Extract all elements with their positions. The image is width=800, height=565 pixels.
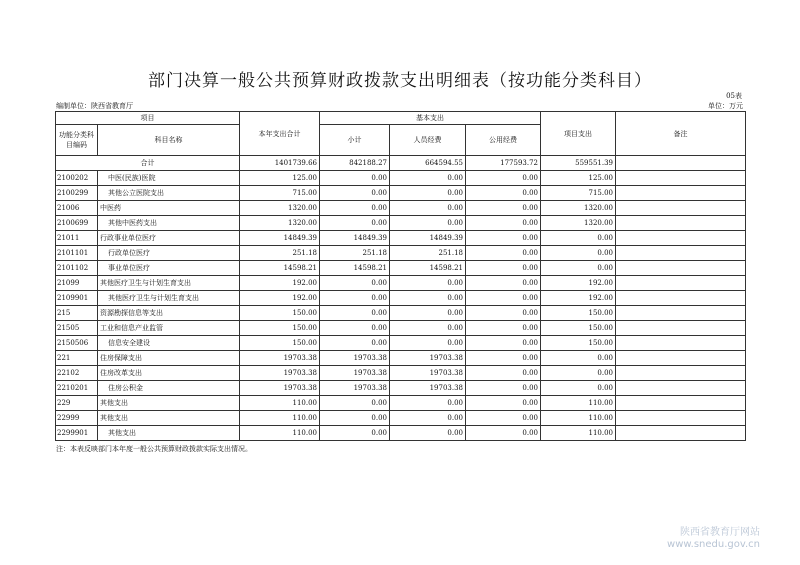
table-row bbox=[56, 201, 746, 216]
total-remark bbox=[616, 156, 746, 171]
row-code: 21011 bbox=[56, 231, 98, 246]
row-total: 150.00 bbox=[240, 321, 320, 336]
row-code: 2299901 bbox=[56, 426, 98, 441]
row-subtotal: 0.00 bbox=[320, 276, 390, 291]
row-code: 2101101 bbox=[56, 246, 98, 261]
row-total: 110.00 bbox=[240, 411, 320, 426]
row-remark bbox=[616, 396, 746, 411]
row-subtotal: 0.00 bbox=[320, 336, 390, 351]
row-project-exp: 0.00 bbox=[541, 246, 616, 261]
total-label: 合计 bbox=[56, 156, 240, 171]
row-total: 192.00 bbox=[240, 276, 320, 291]
row-name: 信息安全建设 bbox=[98, 336, 240, 351]
row-remark bbox=[616, 411, 746, 426]
table-row bbox=[56, 216, 746, 231]
row-remark bbox=[616, 306, 746, 321]
row-remark bbox=[616, 246, 746, 261]
table-note: 注：本表反映部门本年度一般公共预算财政拨款实际支出情况。 bbox=[56, 445, 252, 453]
form-number: 05表 bbox=[726, 92, 742, 100]
row-personnel: 0.00 bbox=[390, 396, 466, 411]
row-code: 229 bbox=[56, 396, 98, 411]
table-row bbox=[56, 276, 746, 291]
row-subtotal: 19703.38 bbox=[320, 381, 390, 396]
row-project-exp: 0.00 bbox=[541, 366, 616, 381]
row-personnel: 0.00 bbox=[390, 336, 466, 351]
total-public: 177593.72 bbox=[466, 156, 541, 171]
total-subtotal: 842188.27 bbox=[320, 156, 390, 171]
row-name: 行政事业单位医疗 bbox=[98, 231, 240, 246]
row-name: 住房保障支出 bbox=[98, 351, 240, 366]
table-row bbox=[56, 171, 746, 186]
row-project-exp: 110.00 bbox=[541, 426, 616, 441]
row-public: 0.00 bbox=[466, 306, 541, 321]
row-subtotal: 251.18 bbox=[320, 246, 390, 261]
total-amount: 1401739.66 bbox=[240, 156, 320, 171]
row-subtotal: 0.00 bbox=[320, 216, 390, 231]
table-row bbox=[56, 231, 746, 246]
total-header: 本年支出合计 bbox=[240, 112, 320, 156]
row-project-exp: 715.00 bbox=[541, 186, 616, 201]
row-total: 150.00 bbox=[240, 336, 320, 351]
row-project-exp: 192.00 bbox=[541, 276, 616, 291]
row-name: 资源勘探信息等支出 bbox=[98, 306, 240, 321]
row-project-exp: 150.00 bbox=[541, 306, 616, 321]
row-remark bbox=[616, 216, 746, 231]
row-public: 0.00 bbox=[466, 216, 541, 231]
page-title: 部门决算一般公共预算财政拨款支出明细表（按功能分类科目） bbox=[148, 71, 652, 91]
row-code: 21099 bbox=[56, 276, 98, 291]
row-subtotal: 0.00 bbox=[320, 426, 390, 441]
subtotal-header: 小计 bbox=[320, 125, 390, 156]
row-total: 14598.21 bbox=[240, 261, 320, 276]
project-header: 项目 bbox=[56, 112, 240, 125]
watermark-site-url: www.snedu.gov.cn bbox=[667, 539, 760, 550]
row-name: 中医药 bbox=[98, 201, 240, 216]
row-remark bbox=[616, 366, 746, 381]
row-remark bbox=[616, 351, 746, 366]
table-row bbox=[56, 351, 746, 366]
row-project-exp: 1320.00 bbox=[541, 201, 616, 216]
row-code: 2109901 bbox=[56, 291, 98, 306]
row-total: 19703.38 bbox=[240, 381, 320, 396]
row-project-exp: 0.00 bbox=[541, 381, 616, 396]
row-total: 19703.38 bbox=[240, 351, 320, 366]
row-public: 0.00 bbox=[466, 381, 541, 396]
row-project-exp: 0.00 bbox=[541, 351, 616, 366]
row-name: 其他中医药支出 bbox=[98, 216, 240, 231]
personnel-header: 人员经费 bbox=[390, 125, 466, 156]
row-project-exp: 0.00 bbox=[541, 261, 616, 276]
row-project-exp: 0.00 bbox=[541, 231, 616, 246]
row-project-exp: 192.00 bbox=[541, 291, 616, 306]
row-personnel: 19703.38 bbox=[390, 381, 466, 396]
row-code: 2100699 bbox=[56, 216, 98, 231]
total-personnel: 664594.55 bbox=[390, 156, 466, 171]
row-personnel: 0.00 bbox=[390, 426, 466, 441]
row-name: 其他公立医院支出 bbox=[98, 186, 240, 201]
row-public: 0.00 bbox=[466, 291, 541, 306]
row-subtotal: 0.00 bbox=[320, 291, 390, 306]
table-row bbox=[56, 426, 746, 441]
row-public: 0.00 bbox=[466, 201, 541, 216]
row-total: 110.00 bbox=[240, 396, 320, 411]
row-personnel: 0.00 bbox=[390, 201, 466, 216]
row-subtotal: 0.00 bbox=[320, 171, 390, 186]
row-personnel: 0.00 bbox=[390, 216, 466, 231]
row-public: 0.00 bbox=[466, 246, 541, 261]
name-header: 科目名称 bbox=[98, 125, 240, 156]
row-remark bbox=[616, 186, 746, 201]
row-code: 215 bbox=[56, 306, 98, 321]
row-project-exp: 1320.00 bbox=[541, 216, 616, 231]
table-row bbox=[56, 186, 746, 201]
row-name: 其他支出 bbox=[98, 411, 240, 426]
row-name: 工业和信息产业监管 bbox=[98, 321, 240, 336]
row-subtotal: 0.00 bbox=[320, 396, 390, 411]
row-total: 1320.00 bbox=[240, 216, 320, 231]
row-total: 125.00 bbox=[240, 171, 320, 186]
row-personnel: 0.00 bbox=[390, 186, 466, 201]
row-remark bbox=[616, 336, 746, 351]
row-code: 22999 bbox=[56, 411, 98, 426]
table-row bbox=[56, 306, 746, 321]
row-code: 21505 bbox=[56, 321, 98, 336]
row-personnel: 0.00 bbox=[390, 411, 466, 426]
row-project-exp: 150.00 bbox=[541, 336, 616, 351]
row-subtotal: 14849.39 bbox=[320, 231, 390, 246]
row-public: 0.00 bbox=[466, 426, 541, 441]
row-public: 0.00 bbox=[466, 231, 541, 246]
row-project-exp: 150.00 bbox=[541, 321, 616, 336]
row-code: 2101102 bbox=[56, 261, 98, 276]
row-public: 0.00 bbox=[466, 321, 541, 336]
row-public: 0.00 bbox=[466, 261, 541, 276]
row-remark bbox=[616, 321, 746, 336]
row-subtotal: 19703.38 bbox=[320, 351, 390, 366]
row-project-exp: 110.00 bbox=[541, 396, 616, 411]
table-row bbox=[56, 321, 746, 336]
row-total: 110.00 bbox=[240, 426, 320, 441]
row-total: 19703.38 bbox=[240, 366, 320, 381]
row-public: 0.00 bbox=[466, 411, 541, 426]
total-project-exp: 559551.39 bbox=[541, 156, 616, 171]
row-public: 0.00 bbox=[466, 171, 541, 186]
row-name: 其他医疗卫生与计划生育支出 bbox=[98, 276, 240, 291]
money-unit: 单位：万元 bbox=[708, 102, 743, 110]
row-project-exp: 110.00 bbox=[541, 411, 616, 426]
basic-header: 基本支出 bbox=[320, 112, 541, 125]
row-public: 0.00 bbox=[466, 186, 541, 201]
row-total: 192.00 bbox=[240, 291, 320, 306]
row-total: 14849.39 bbox=[240, 231, 320, 246]
row-code: 22102 bbox=[56, 366, 98, 381]
row-personnel: 0.00 bbox=[390, 291, 466, 306]
remark-header: 备注 bbox=[616, 112, 746, 156]
row-remark bbox=[616, 426, 746, 441]
row-total: 715.00 bbox=[240, 186, 320, 201]
table-row bbox=[56, 261, 746, 276]
row-public: 0.00 bbox=[466, 336, 541, 351]
row-code: 21006 bbox=[56, 201, 98, 216]
row-subtotal: 0.00 bbox=[320, 306, 390, 321]
row-code: 2210201 bbox=[56, 381, 98, 396]
total-row bbox=[56, 156, 746, 171]
row-name: 其他支出 bbox=[98, 396, 240, 411]
row-name: 事业单位医疗 bbox=[98, 261, 240, 276]
row-subtotal: 14598.21 bbox=[320, 261, 390, 276]
row-total: 251.18 bbox=[240, 246, 320, 261]
table-row bbox=[56, 291, 746, 306]
row-personnel: 19703.38 bbox=[390, 366, 466, 381]
row-remark bbox=[616, 291, 746, 306]
row-personnel: 14598.21 bbox=[390, 261, 466, 276]
row-personnel: 0.00 bbox=[390, 306, 466, 321]
row-remark bbox=[616, 171, 746, 186]
row-name: 住房改革支出 bbox=[98, 366, 240, 381]
row-subtotal: 0.00 bbox=[320, 411, 390, 426]
row-personnel: 0.00 bbox=[390, 321, 466, 336]
row-public: 0.00 bbox=[466, 276, 541, 291]
compiling-unit: 编制单位：陕西省教育厅 bbox=[56, 102, 133, 110]
row-personnel: 19703.38 bbox=[390, 351, 466, 366]
row-name: 行政单位医疗 bbox=[98, 246, 240, 261]
table-row bbox=[56, 336, 746, 351]
row-public: 0.00 bbox=[466, 396, 541, 411]
project-exp-header: 项目支出 bbox=[541, 112, 616, 156]
row-name: 住房公积金 bbox=[98, 381, 240, 396]
row-subtotal: 0.00 bbox=[320, 186, 390, 201]
row-remark bbox=[616, 201, 746, 216]
row-code: 2100202 bbox=[56, 171, 98, 186]
table-row bbox=[56, 396, 746, 411]
code-header: 功能分类科目编码 bbox=[56, 125, 98, 156]
table-row bbox=[56, 381, 746, 396]
row-remark bbox=[616, 231, 746, 246]
row-total: 1320.00 bbox=[240, 201, 320, 216]
row-personnel: 0.00 bbox=[390, 171, 466, 186]
public-header: 公用经费 bbox=[466, 125, 541, 156]
row-name: 其他医疗卫生与计划生育支出 bbox=[98, 291, 240, 306]
expenditure-table bbox=[55, 111, 746, 441]
row-remark bbox=[616, 276, 746, 291]
row-total: 150.00 bbox=[240, 306, 320, 321]
row-remark bbox=[616, 261, 746, 276]
table-row bbox=[56, 366, 746, 381]
row-personnel: 251.18 bbox=[390, 246, 466, 261]
table-row bbox=[56, 411, 746, 426]
row-public: 0.00 bbox=[466, 351, 541, 366]
row-code: 2100299 bbox=[56, 186, 98, 201]
row-personnel: 14849.39 bbox=[390, 231, 466, 246]
row-project-exp: 125.00 bbox=[541, 171, 616, 186]
row-name: 其他支出 bbox=[98, 426, 240, 441]
row-personnel: 0.00 bbox=[390, 276, 466, 291]
row-code: 221 bbox=[56, 351, 98, 366]
row-public: 0.00 bbox=[466, 366, 541, 381]
row-name: 中医(民族)医院 bbox=[98, 171, 240, 186]
row-subtotal: 19703.38 bbox=[320, 366, 390, 381]
table-row bbox=[56, 246, 746, 261]
watermark-site-name: 陕西省教育厅网站 bbox=[680, 527, 760, 538]
row-subtotal: 0.00 bbox=[320, 201, 390, 216]
row-subtotal: 0.00 bbox=[320, 321, 390, 336]
row-code: 2150506 bbox=[56, 336, 98, 351]
row-remark bbox=[616, 381, 746, 396]
